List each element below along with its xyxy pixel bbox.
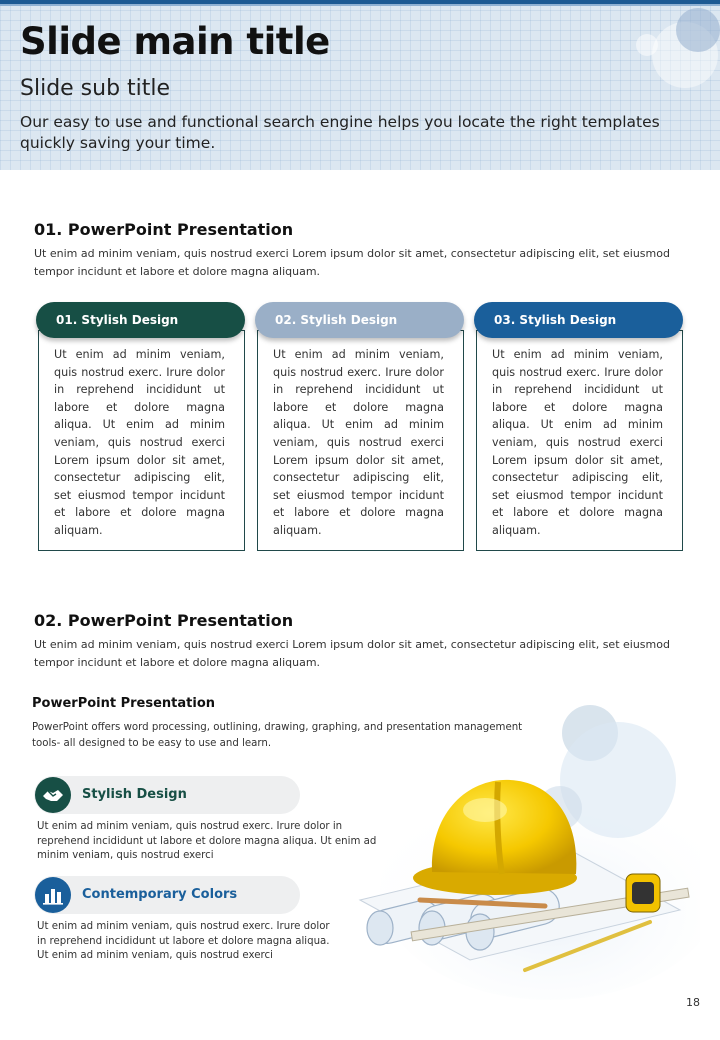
section2-title: 02. PowerPoint Presentation <box>34 611 294 630</box>
page-subtitle: Slide sub title <box>20 76 171 101</box>
card-label-pill: 03. Stylish Design <box>474 302 683 338</box>
page-title: Slide main title <box>20 20 330 63</box>
feature-pill-stylish-design <box>34 776 300 814</box>
section2-sub-description: PowerPoint offers word processing, outlining, drawing, graphing, and presentation management tools- all designed to be easy to use and learn. <box>32 722 523 749</box>
card-text: Ut enim ad minim veniam, quis nostrud exerc. Irure dolor in reprehend incididunt ut labore et dolore magna aliqua. Ut enim ad minim veniam, quis nostrud exerci Lorem ipsum dolor sit amet, consectetur adipiscing elit, set eiusmod tempor incidunt et labore et dolore magna aliquam. <box>492 348 663 537</box>
card-text: Ut enim ad minim veniam, quis nostrud exerc. Irure dolor in reprehend incididunt ut labore et dolore magna aliqua. Ut enim ad minim veniam, quis nostrud exerci Lorem ipsum dolor sit amet, consectetur adipiscing elit, set eiusmod tempor incidunt et labore et dolore magna aliquam. <box>273 348 444 537</box>
bar-chart-icon <box>35 877 71 913</box>
header-description: Our easy to use and functional search engine helps you locate the right templates quickly saving your time. <box>20 113 660 152</box>
card-label-pill: 01. Stylish Design <box>36 302 245 338</box>
section1-title: 01. PowerPoint Presentation <box>34 220 294 239</box>
header-banner <box>0 0 720 170</box>
card-text: Ut enim ad minim veniam, quis nostrud exerc. Irure dolor in reprehend incididunt ut labore et dolore magna aliqua. Ut enim ad minim veniam, quis nostrud exerci Lorem ipsum dolor sit amet, consectetur adipiscing elit, set eiusmod tempor incidunt et labore et dolore magna aliquam. <box>54 348 225 537</box>
feature-text: Ut enim ad minim veniam, quis nostrud exerc. Irure dolor in reprehend incididunt ut labore et dolore magna aliqua. Ut enim ad minim veniam, quis nostrud exerci <box>37 921 330 961</box>
feature-label: Stylish Design <box>82 787 187 802</box>
section2-body: Ut enim ad minim veniam, quis nostrud exerci Lorem ipsum dolor sit amet, consectetur adipiscing elit, set eiusmod tempor incidunt et labore et dolore magna aliquam. <box>34 638 670 669</box>
feature-card-3 <box>474 302 683 551</box>
tape-measure <box>626 874 660 912</box>
decor-bubble <box>676 8 720 52</box>
section2-sub-heading: PowerPoint Presentation <box>32 696 216 711</box>
feature-card-1 <box>36 302 245 551</box>
top-accent-bar-light <box>0 4 720 6</box>
feature-pill-contemporary-colors <box>34 876 300 914</box>
feature-card-2 <box>255 302 464 551</box>
feature-text: Ut enim ad minim veniam, quis nostrud exerc. Irure dolor in reprehend incididunt ut labore et dolore magna aliqua. Ut enim ad minim veniam, quis nostrud exerci <box>37 821 377 861</box>
decor-bubble <box>636 34 658 56</box>
feature-label: Contemporary Colors <box>82 887 238 902</box>
section1-body: Ut enim ad minim veniam, quis nostrud exerci Lorem ipsum dolor sit amet, consectetur adipiscing elit, set eiusmod tempor incidunt et labore et dolore magna aliquam. <box>34 247 670 278</box>
card-label-pill: 02. Stylish Design <box>255 302 464 338</box>
page-number: 18 <box>686 996 700 1009</box>
handshake-icon <box>35 777 71 813</box>
